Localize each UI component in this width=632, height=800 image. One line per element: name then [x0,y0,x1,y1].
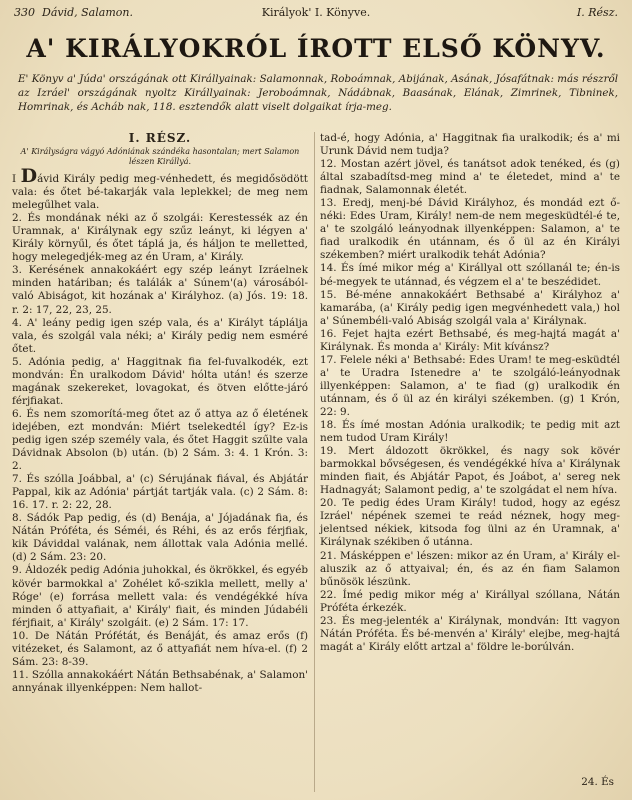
verse [320,497,620,549]
verse [12,512,308,564]
chapter-summary: A' Királyságra vágyó Adóniának szándéka hasontalan; mert Salamon lészen Királlyá. [20,147,300,167]
verse [320,550,620,589]
verse-text: tad-é, hogy Adónia, a' Haggitnak fia uralkodik; és a' mi Urunk Dávid nem tudja? [320,132,620,158]
verse-text: 18. És ímé mostan Adónia uralkodik; te pedig mit azt nem tudod Uram Király! [320,419,620,445]
verse-text: 2. És mondának néki az ő szolgái: Kerestessék az én Uramnak, a' Királynak egy szűz leányt, ki légyen a' Király környűl, és őtet táplá ja, és háljon te melletted, hogy melegedjék-meg az én Uram, a' Király. [12,212,308,264]
verse-text: 4. A' leány pedig igen szép vala, és a' Királyt táplálja vala, és szolgál vala néki; a' Király pedig nem esméré őtet. [12,316,308,355]
verse-text: 9. Áldozék pedig Adónia juhokkal, és ökrökkel, és egyéb kövér barmokkal a' Zohélet kő-szikla mellett, melly a' Róge' (e) forrása mellett vala: és vendégékké híva minden ő attyafiait, a' Király' fiait, és minden Júdabéli férjfiait, a' Király' szolgáit. (e) 2 Sám. 17: 17. [12,564,308,629]
verse-text: 22. Ímé pedig mikor még a' Királlyal szóllana, Nátán Próféta érkezék. [320,588,620,614]
running-title: Dávid, Salamon. [42,6,133,19]
verse-text: ávid Király pedig meg-vénhedett, és megidősödött vala: és őtet bé-takarják vala leplekkel; de meg nem melegűlhet vala. [12,173,308,212]
verse-number: I [12,173,21,186]
verse-text: 23. És meg-jelenték a' Királynak, mondván: Itt vagyon Nátán Próféta. És bé-menvén a' Király' elejbe, meg-hajtá magát a' Király előtt artzal a' földre le-borúlván. [320,614,620,653]
verse [12,408,308,473]
running-header [14,6,618,22]
verse-text: 13. Eredj, menj-bé Dávid Királyhoz, és mondád ezt ő-néki: Edes Uram, Király! nem-de nem megesküdtél-é te, a' te szolgáló leányodnak illyenképpen: Salamon, a' te fiad uralkodik én utánnam, és ő ül az én Királyi székemben? miért uralkodik tehát Adónia? [320,197,620,262]
verse-text: 5. Adónia pedig, a' Haggitnak fia fel-fuvalkodék, ezt mondván: Én uralkodom Dávid' hólta után! és szerze magának szekereket, lovagokat, és ötven előtte-járó férjfiakat. [12,355,308,407]
verse [320,354,620,419]
verse-text: 14. És ímé mikor még a' Királlyal ott szóllanál te; én-is bé-megyek te utánnad, és végzem el a' te beszédidet. [320,262,620,288]
verse-text: 8. Sádók Pap pedig, és (d) Benája, a' Jójadának fia, és Nátán Próféta, és Séméi, és Réhi, és az erős férjfiak, kik Dáviddal valának, nem állottak vala Adónia mellé. (d) 2 Sám. 23: 20. [12,512,308,564]
verse [320,615,620,654]
verse [12,264,308,316]
chapter-heading: I. RÉSZ. [128,131,192,145]
right-verses [320,132,620,654]
verse [12,356,308,408]
verse-text: 20. Te pedig édes Uram Király! tudod, hogy az egész Izráel' népének szemei te reád néznek, hogy meg-jelentsed nékiek, kitsoda fog ülni az én Uramnak, a' Királynak székiben ő utánna. [320,497,620,549]
verse [320,132,620,158]
verse-text: 21. Másképpen e' lészen: mikor az én Uram, a' Király el-aluszik az ő attyaival; én, és az én fiam Salamon bűnösök lészünk. [320,549,620,588]
verse [12,473,308,512]
verse [12,165,308,212]
verse-text: 6. És nem szomorítá-meg őtet az ő attya az ő életének idejében, ezt mondván: Miért tselekedtél így? Ez-is pedig igen szép személy vala, és őtet Haggit szűlte vala Dávidnak Absolon (b) után. (b) 2 Sám. 3: 4. 1 Krón. 3: 2. [12,407,308,473]
verse-text: 3. Kerésének annakokáért egy szép leányt Izráelnek minden határiban; és találák a' Súnem'(a) városából-való Abiságot, kit hozának a' Királyhoz. (a) Jós. 19: 18. r. 2: 17, 22, 23, 25. [12,264,308,316]
column-divider [314,132,315,792]
verse [320,197,620,262]
verse-text: 10. De Nátán Prófétát, és Benáját, és amaz erős (f) vitézeket, és Salamont, az ő attyafiát nem híva-el. (f) 2 Sám. 23: 8-39. [12,629,308,668]
book-introduction: E' Könyv a' Júda' országának ott Királlyainak: Salamonnak, Roboámnak, Abijának, Asának, Jósafátnak: más részről az Izráel' országának nyoltz Királlyainak: Jeroboámnak, Nádábnak, Baasának, Elának, Zimrinek, Tibninek, Homrinak, és Acháb nak, 118. esztendők alatt viselt dolgaikat írja-meg. [18,73,618,113]
verse [12,317,308,356]
verse [320,419,620,445]
verse [320,289,620,328]
verse [12,630,308,669]
left-verses [12,165,308,695]
drop-cap: D [20,165,38,188]
book-heading: A' KIRÁLYOKRÓL ÍROTT ELSŐ KÖNYV. [26,34,606,63]
verse [320,445,620,497]
verse-text: 11. Szólla annakokáért Nátán Bethsabénak, a' Salamon' annyának illyenképpen: Nem hallot- [12,668,308,694]
catchword: 24. És [581,776,614,788]
verse [12,669,308,695]
right-column [320,132,620,654]
book-title: Királyok' I. Könyve. [261,6,371,19]
verse [320,328,620,354]
verse [320,262,620,288]
verse-text: 7. És szólla Joábbal, a' (c) Sérujának fiával, és Abjátár Pappal, kik az Adónia' pártját tartják vala. (c) 2 Sám. 8: 16. 17. r. 2: 22, 28. [12,473,308,512]
page-number: 330 [14,6,35,19]
verse-text: 16. Fejet hajta ezért Bethsabé, és meg-hajtá magát a' Királynak. És monda a' Király: Mit kívánsz? [320,327,620,353]
verse-text: 15. Bé-méne annakokáért Bethsabé a' Királyhoz a' kamarába, (a' Király pedig igen megvénhedett vala,) hol a' Súnembéli-való Abiság szolgál vala a' Királynak. [320,288,620,327]
verse [320,158,620,197]
verse-text: 19. Mert áldozott ökrökkel, és nagy sok kövér barmokkal bővségesen, és vendégékké híva a' Királynak minden fiait, és Abjátár Papot, és Joábot, a' sereg nek Hadnagyát; Salamont pedig, a' te szolgádat el nem híva. [320,445,620,497]
verse-text: 17. Felele néki a' Bethsabé: Edes Uram! te meg-esküdtél a' te Uradra Istenedre a' te szolgáló-leányodnak illyenképpen: Salamon, a' te fiad (g) uralkodik én utánnam, és ő ül az én királyi székemben. (g) 1 Krón, 22: 9. [320,353,620,418]
left-column [12,132,308,695]
verse-text: 12. Mostan azért jövel, és tanátsot adok tenéked, és (g) által szabadítsd-meg mind a' te életedet, mind a' te fiadnak, Salamonnak életét. [320,158,620,197]
verse [320,589,620,615]
verse [12,212,308,264]
chapter-marker: I. Rész. [576,6,618,19]
verse [12,564,308,629]
